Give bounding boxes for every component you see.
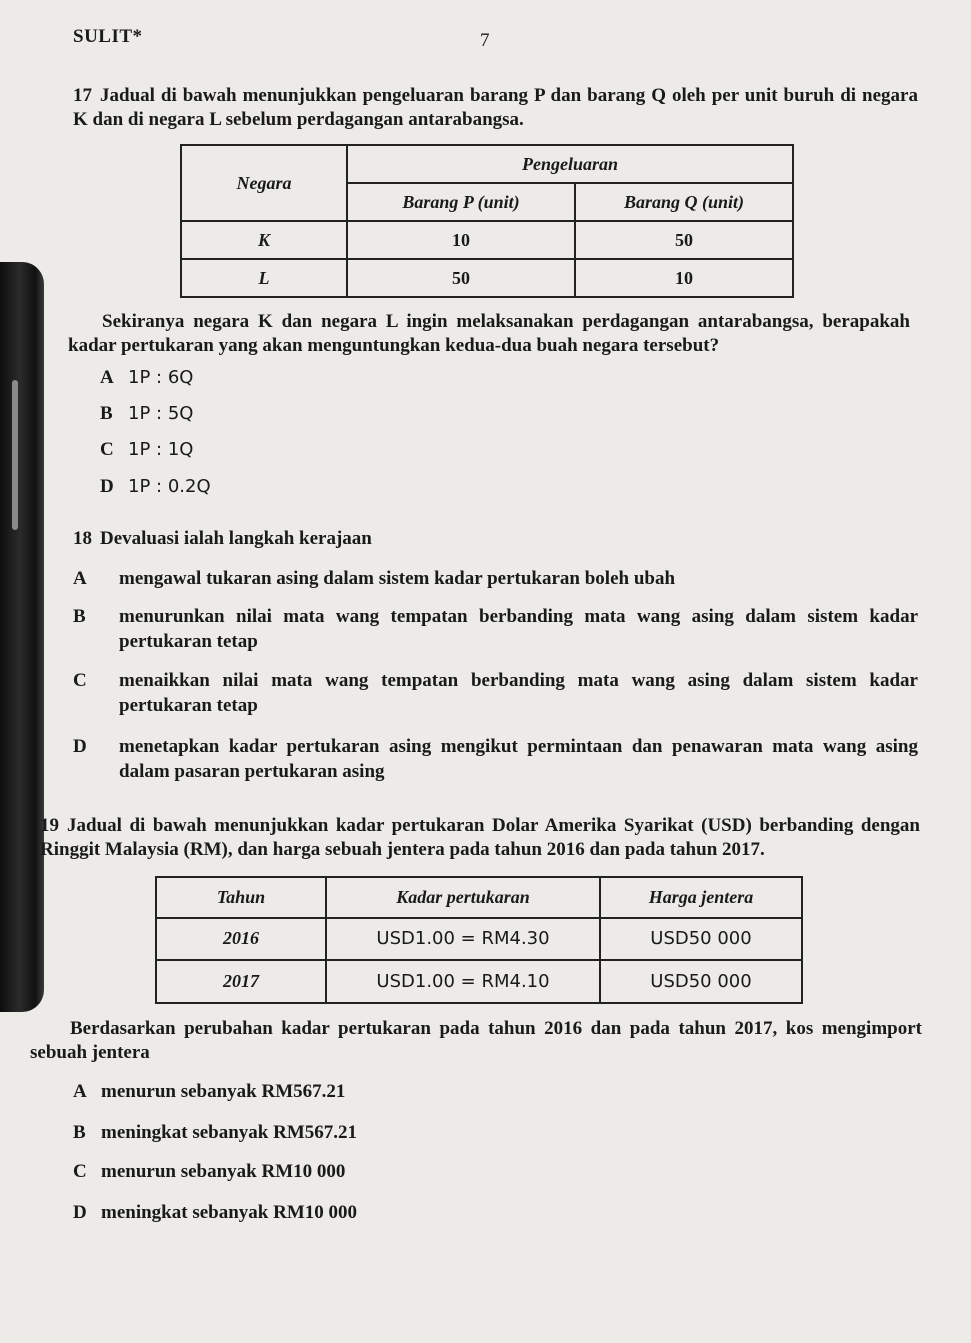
q17-intro-text: Jadual di bawah menunjukkan pengeluaran barang P dan barang Q oleh per unit buruh di negara K dan di negara L sebelum perdagangan antarabangsa. <box>73 85 918 130</box>
q17-cell-negara: K <box>181 221 347 259</box>
q19-option-d[interactable] <box>73 1201 357 1226</box>
q19-number: 19 <box>40 815 59 836</box>
q17-cell-q: 10 <box>575 259 793 297</box>
option-letter: A <box>73 568 87 589</box>
option-letter: B <box>73 606 86 627</box>
option-text: meningkat sebanyak RM10 000 <box>101 1202 357 1223</box>
classification-label: SULIT* <box>73 26 143 47</box>
q19-option-c[interactable] <box>73 1160 345 1185</box>
option-letter: C <box>73 670 87 691</box>
q17-number: 17 <box>73 85 92 106</box>
q18-stem-text: Devaluasi ialah langkah kerajaan <box>100 528 372 549</box>
q19-option-b[interactable] <box>73 1121 357 1146</box>
option-text: 1P : 5Q <box>128 403 194 424</box>
q17-header-barang-q: Barang Q (unit) <box>575 183 793 221</box>
q18-stem <box>73 527 372 551</box>
option-letter: D <box>100 476 114 497</box>
binder-clip-highlight <box>12 380 18 530</box>
q19-header-harga: Harga jentera <box>600 877 802 918</box>
q17-cell-negara: L <box>181 259 347 297</box>
q19-table <box>155 876 803 1004</box>
q19-option-a[interactable] <box>73 1080 345 1105</box>
q17-cell-p: 10 <box>347 221 575 259</box>
q19-cell-kadar: USD1.00 = RM4.30 <box>326 918 600 961</box>
option-text: 1P : 1Q <box>128 439 194 460</box>
q17-option-c[interactable] <box>100 438 193 463</box>
q17-option-b[interactable] <box>100 402 193 427</box>
option-text: meningkat sebanyak RM567.21 <box>101 1122 357 1143</box>
table-row <box>156 960 802 1003</box>
q18-option-a[interactable] <box>73 566 918 591</box>
option-text: mengawal tukaran asing dalam sistem kadar pertukaran boleh ubah <box>119 568 676 589</box>
binder-clip <box>0 262 44 1012</box>
option-letter: C <box>73 1161 87 1182</box>
q17-intro <box>73 84 918 132</box>
table-row <box>181 259 793 297</box>
q19-intro <box>40 814 920 862</box>
q18-option-b[interactable] <box>73 604 918 655</box>
table-row <box>181 221 793 259</box>
option-letter: B <box>100 403 113 424</box>
q19-cell-tahun: 2017 <box>156 960 326 1003</box>
q17-option-d[interactable] <box>100 475 211 500</box>
option-text: menurun sebanyak RM567.21 <box>101 1081 346 1102</box>
option-letter: C <box>100 439 114 460</box>
q19-cell-harga: USD50 000 <box>600 960 802 1003</box>
q17-header-pengeluaran: Pengeluaran <box>347 145 793 183</box>
option-letter: A <box>100 367 114 388</box>
q19-header-kadar: Kadar pertukaran <box>326 877 600 918</box>
option-text: 1P : 0.2Q <box>128 476 211 497</box>
q19-header-tahun: Tahun <box>156 877 326 918</box>
q19-cell-tahun: 2016 <box>156 918 326 961</box>
q17-header-barang-p: Barang P (unit) <box>347 183 575 221</box>
page-number: 7 <box>480 30 490 51</box>
q17-cell-q: 50 <box>575 221 793 259</box>
option-text: menurunkan nilai mata wang tempatan berbanding mata wang asing dalam sistem kadar pertukaran tetap <box>119 606 918 653</box>
option-letter: D <box>73 736 87 757</box>
q17-cell-p: 50 <box>347 259 575 297</box>
q17-table <box>180 144 794 298</box>
option-letter: B <box>73 1122 86 1143</box>
q19-cell-harga: USD50 000 <box>600 918 802 961</box>
q18-number: 18 <box>73 528 92 549</box>
q17-question: Sekiranya negara K dan negara L ingin melaksanakan perdagangan antarabangsa, berapakah kadar pertukaran yang akan menguntungkan kedua-dua buah negara tersebut? <box>68 311 910 356</box>
q18-option-d[interactable] <box>73 734 918 785</box>
option-letter: D <box>73 1202 87 1223</box>
q17-header-negara: Negara <box>181 145 347 221</box>
option-text: menurun sebanyak RM10 000 <box>101 1161 346 1182</box>
option-letter: A <box>73 1081 87 1102</box>
q18-option-c[interactable] <box>73 668 918 719</box>
option-text: 1P : 6Q <box>128 367 194 388</box>
option-text: menetapkan kadar pertukaran asing mengikut permintaan dan penawaran mata wang asing dalam pasaran pertukaran asing <box>119 736 918 783</box>
table-row <box>156 918 802 961</box>
q19-intro-text: Jadual di bawah menunjukkan kadar pertukaran Dolar Amerika Syarikat (USD) berbanding dengan Ringgit Malaysia (RM), dan harga sebuah jentera pada tahun 2016 dan pada tahun 2017. <box>40 815 920 860</box>
option-text: menaikkan nilai mata wang tempatan berbanding mata wang asing dalam sistem kadar pertukaran tetap <box>119 670 918 717</box>
q17-option-a[interactable] <box>100 366 193 391</box>
q19-cell-kadar: USD1.00 = RM4.10 <box>326 960 600 1003</box>
q19-question: Berdasarkan perubahan kadar pertukaran pada tahun 2016 dan pada tahun 2017, kos mengimport sebuah jentera <box>30 1018 922 1063</box>
